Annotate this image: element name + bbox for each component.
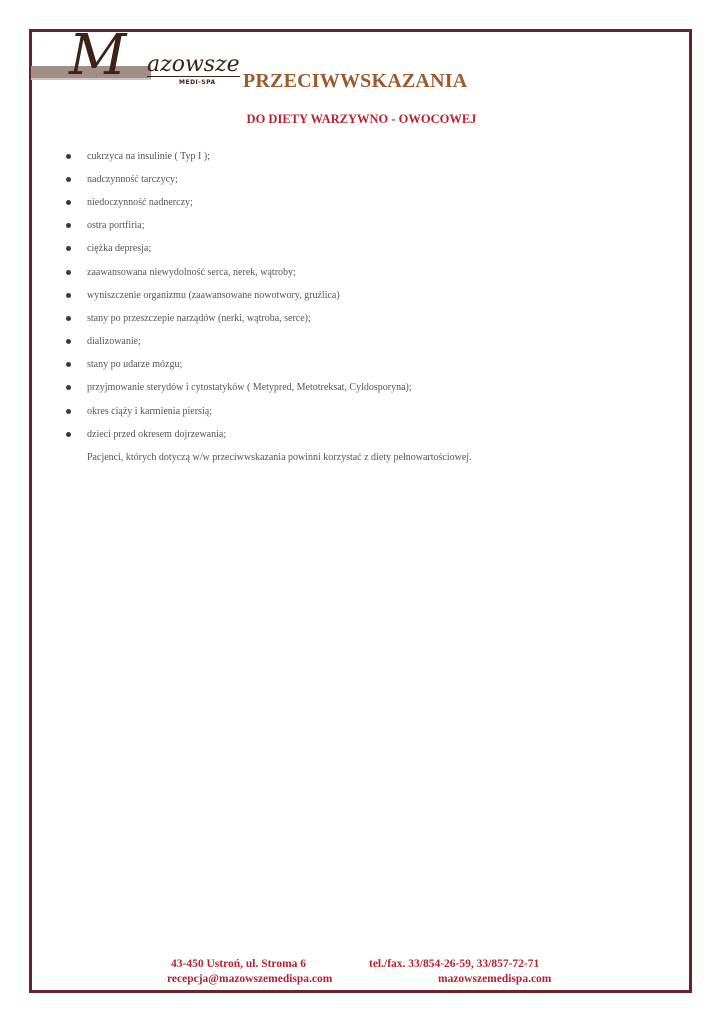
- bullet-icon: [66, 362, 71, 367]
- list-item-text: ciężka depresja;: [87, 243, 152, 254]
- mazowsze-logo: [31, 23, 251, 92]
- bullet-icon: [66, 177, 71, 182]
- bullet-icon: [66, 316, 71, 321]
- closing-note: Pacjenci, których dotyczą w/w przeciwwskazania powinni korzystać z diety pełnowartościowej.: [87, 452, 472, 463]
- page-subtitle: [0, 112, 725, 127]
- list-item-text: ostra portfiria;: [87, 220, 145, 231]
- footer-phone: tel./fax. 33/854-26-59, 33/857-72-71: [369, 958, 540, 970]
- bullet-icon: [66, 385, 71, 390]
- list-item-text: cukrzyca na insulinie ( Typ I );: [87, 151, 210, 162]
- list-item-text: dzieci przed okresem dojrzewania;: [87, 429, 227, 440]
- list-item-text: przyjmowanie sterydów i cytostatyków ( Metypred, Metotreksat, Cyldosporyna);: [87, 382, 412, 393]
- bullet-icon: [66, 200, 71, 205]
- list-item-text: dializowanie;: [87, 336, 141, 347]
- list-item-text: wyniszczenie organizmu (zaawansowane nowotwory, gruźlica): [87, 290, 340, 301]
- bullet-icon: [66, 154, 71, 159]
- list-item-text: niedoczynność nadnerczy;: [87, 197, 193, 208]
- list-item-text: nadczynność tarczycy;: [87, 174, 178, 185]
- logo-letter: M: [69, 23, 125, 88]
- footer-address: 43-450 Ustroń, ul. Stroma 6: [171, 958, 307, 970]
- page-title: PRZECIWWSKAZANIA: [243, 70, 468, 92]
- list-item-text: stany po przeszczepie narządów (nerki, wątroba, serce);: [87, 313, 311, 324]
- logo-subtitle: MEDI-SPA: [179, 79, 216, 86]
- page-subtitle-text: DO DIETY WARZYWNO - OWOCOWEJ: [246, 112, 477, 126]
- footer-website[interactable]: mazowszemedispa.com: [438, 973, 552, 985]
- bullet-icon: [66, 246, 71, 251]
- footer-email[interactable]: recepcja@mazowszemedispa.com: [167, 973, 333, 985]
- logo-word: azowsze: [147, 52, 240, 77]
- bullet-icon: [66, 223, 71, 228]
- list-item-text: zaawansowana niewydolność serca, nerek, wątroby;: [87, 267, 296, 278]
- bullet-icon: [66, 293, 71, 298]
- bullet-icon: [66, 409, 71, 414]
- bullet-icon: [66, 432, 71, 437]
- bullet-icon: [66, 339, 71, 344]
- list-item-text: stany po udarze mózgu;: [87, 359, 183, 370]
- list-item-text: okres ciąży i karmienia piersią;: [87, 406, 212, 417]
- bullet-icon: [66, 270, 71, 275]
